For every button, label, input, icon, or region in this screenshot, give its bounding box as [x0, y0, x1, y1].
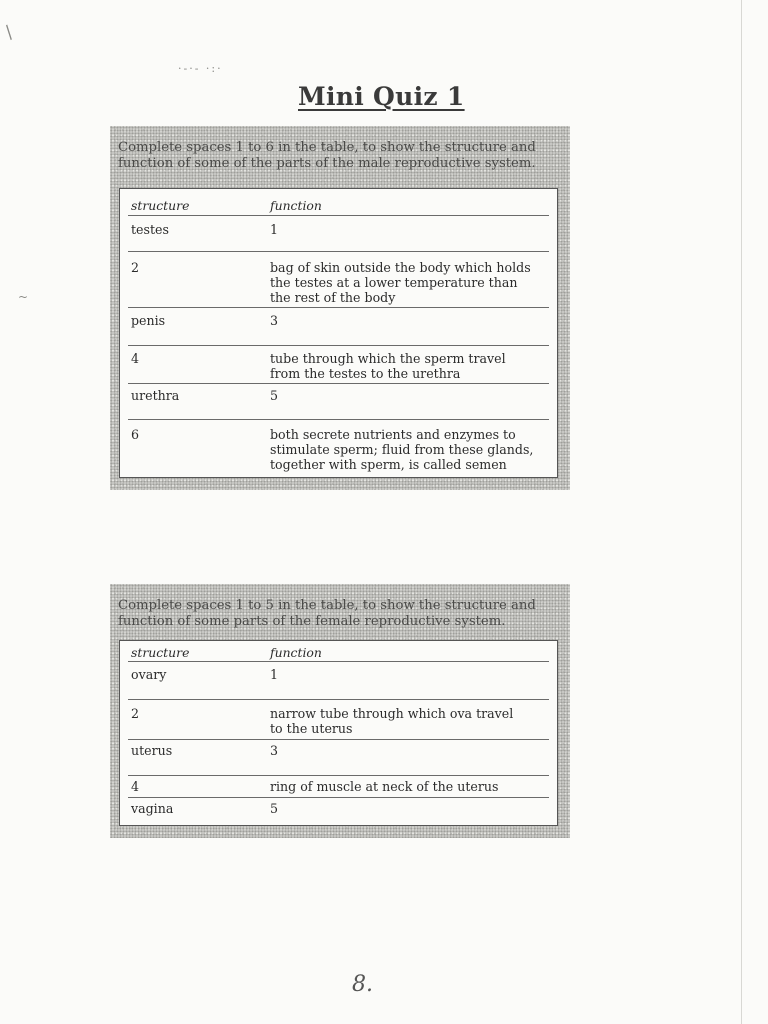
table-row: [128, 775, 549, 798]
structure-cell: penis: [131, 313, 166, 328]
column-header-function: function: [270, 198, 322, 213]
table-row: [128, 383, 549, 420]
function-cell: ring of muscle at neck of the uterus: [270, 779, 499, 794]
table-row: [128, 307, 549, 346]
quiz-male-reproductive: [110, 126, 570, 490]
structure-cell: urethra: [131, 388, 180, 403]
column-header-structure: structure: [131, 198, 190, 213]
function-cell: 1: [270, 222, 279, 237]
structure-cell: 4: [131, 351, 140, 366]
function-cell: 5: [270, 388, 279, 403]
quiz-instruction: [118, 598, 562, 630]
structure-cell: 4: [131, 779, 140, 794]
function-cell: both secrete nutrients and enzymes to stimulate sperm; fluid from these glands, together with sperm, is called semen: [270, 427, 534, 472]
table-row: [128, 215, 549, 252]
column-header-function: function: [270, 645, 322, 660]
instruction-line: Complete spaces 1 to 5 in the table, to show the structure and: [118, 598, 536, 613]
page-number: 8.: [352, 972, 373, 997]
table-row: [128, 251, 549, 308]
scan-mark: ·-·- ·:·: [178, 62, 223, 75]
function-cell: tube through which the sperm travel from the testes to the urethra: [270, 351, 506, 381]
function-cell: 3: [270, 743, 279, 758]
structure-cell: uterus: [131, 743, 173, 758]
table-row: [128, 797, 549, 821]
structure-function-table: [119, 640, 558, 826]
table-row: [128, 419, 549, 471]
table-row: [128, 661, 549, 700]
table-header-row: [128, 643, 549, 662]
page-title: Mini Quiz 1: [298, 82, 465, 111]
structure-cell: 2: [131, 260, 140, 275]
column-header-structure: structure: [131, 645, 190, 660]
function-cell: 1: [270, 667, 279, 682]
table-row: [128, 699, 549, 740]
structure-cell: 2: [131, 706, 140, 721]
table-row: [128, 345, 549, 384]
function-cell: bag of skin outside the body which holds the testes at a lower temperature than the rest of the body: [270, 260, 531, 305]
instruction-line: function of some of the parts of the male reproductive system.: [118, 156, 536, 171]
table-row: [128, 739, 549, 776]
structure-cell: 6: [131, 427, 140, 442]
scan-mark: /: [0, 22, 18, 43]
structure-cell: ovary: [131, 667, 167, 682]
quiz-instruction: [118, 140, 562, 172]
structure-function-table: [119, 188, 558, 478]
instruction-line: Complete spaces 1 to 6 in the table, to show the structure and: [118, 140, 536, 155]
instruction-line: function of some parts of the female reproductive system.: [118, 614, 506, 629]
function-cell: 5: [270, 801, 279, 816]
function-cell: narrow tube through which ova travel to the uterus: [270, 706, 514, 736]
page-edge: [741, 0, 742, 1024]
quiz-female-reproductive: [110, 584, 570, 838]
structure-cell: testes: [131, 222, 169, 237]
table-header-row: [128, 197, 549, 216]
function-cell: 3: [270, 313, 279, 328]
structure-cell: vagina: [131, 801, 174, 816]
scan-mark: ~: [18, 290, 29, 304]
